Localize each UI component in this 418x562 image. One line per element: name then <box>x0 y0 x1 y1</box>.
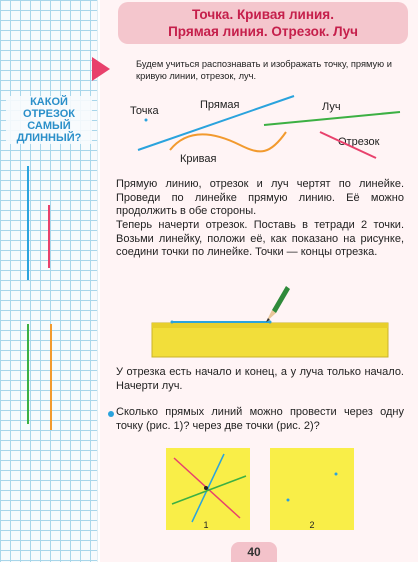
figure-1-label: 1 <box>203 520 209 530</box>
paragraph-draw-segment: Теперь начерти отрезок. Поставь в тетради 2 точки. Возьми линейку, положи её, как показано на рисунке, соедини точки по линейке. Точки — концы отрезка. <box>116 219 404 258</box>
page-title <box>118 2 408 44</box>
figure-2-point <box>287 499 290 502</box>
segment-end-point <box>269 321 272 324</box>
ruler-edge <box>152 323 388 328</box>
section-arrow-icon <box>92 57 110 81</box>
segment-label: Отрезок <box>338 136 380 148</box>
question-text: Сколько прямых линий можно провести через одну точку (рис. 1)? через две точки (рис. 2)? <box>116 406 404 432</box>
sidebar-question-line: ДЛИННЫЙ? <box>16 132 82 144</box>
straight-label: Прямая <box>200 99 240 111</box>
intro-text: Будем учиться распознавать и изображать точку, прямую и кривую линии, отрезок, луч. <box>136 59 392 81</box>
segment-start-point <box>171 321 174 324</box>
figure-2-label: 2 <box>309 520 315 530</box>
sidebar-green-segment <box>27 324 29 424</box>
figure-1-drawing <box>166 448 250 530</box>
paragraph-ray: У отрезка есть начало и конец, а у луча только начало. Начерти луч. <box>116 366 404 392</box>
sidebar-blue-segment <box>27 166 29 280</box>
curve-line <box>170 132 286 151</box>
sidebar-orange-segment <box>50 324 52 430</box>
ray-line <box>264 112 400 125</box>
figure-2 <box>270 448 354 530</box>
ruler-illustration <box>100 280 410 360</box>
paragraph-ruler-lines: Прямую линию, отрезок и луч чертят по линейке. Проведи по линейке прямую линию. Её можно продолжить в обе стороны. <box>116 178 404 217</box>
figure-1-line <box>172 476 246 504</box>
point-dot <box>145 119 148 122</box>
pencil-icon <box>266 286 290 322</box>
lines-illustration <box>100 90 410 175</box>
sidebar-question <box>6 96 92 144</box>
title-line-1: Точка. Кривая линия. <box>192 7 334 22</box>
bullet-icon <box>108 411 114 417</box>
ruler <box>152 323 388 357</box>
sidebar-question-line: КАКОЙ <box>30 96 68 108</box>
sidebar-question-line: САМЫЙ <box>27 120 71 132</box>
figure-2-point <box>335 473 338 476</box>
title-line-2: Прямая линия. Отрезок. Луч <box>168 24 358 39</box>
grid-sidebar <box>0 0 98 562</box>
figure-1-point <box>204 486 208 490</box>
figure-1 <box>166 448 250 530</box>
curve-label: Кривая <box>180 153 217 165</box>
point-label: Точка <box>130 105 159 117</box>
sidebar-pink-segment <box>48 205 50 268</box>
ray-label: Луч <box>322 101 341 113</box>
figure-2-drawing <box>270 448 354 530</box>
page-number: 40 <box>231 542 277 562</box>
sidebar-question-line: ОТРЕЗОК <box>23 108 75 120</box>
